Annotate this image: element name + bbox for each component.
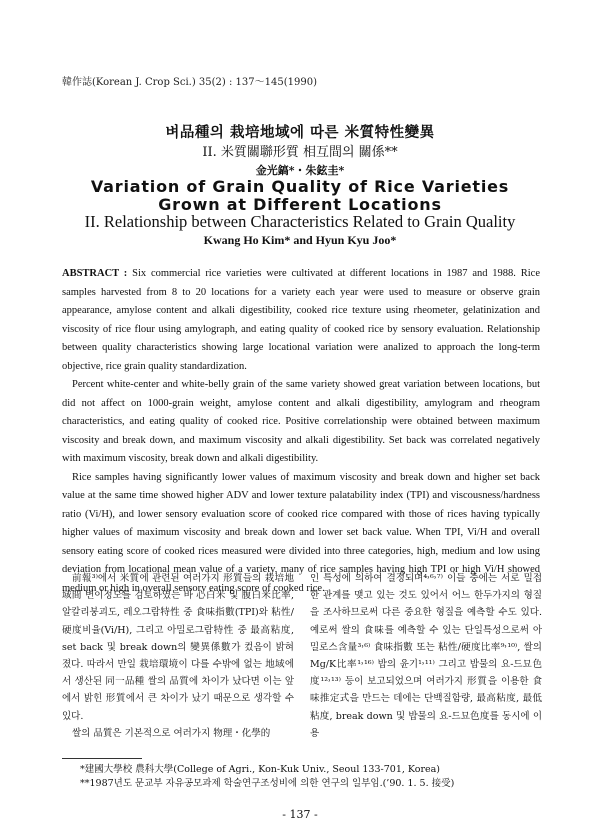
journal-header: 韓作誌(Korean J. Crop Sci.) 35(2) : 137～145(1990): [62, 77, 317, 88]
body-paragraph: 쌀의 品質은 기본적으로 여러가지 物理・化學的: [72, 727, 271, 739]
abstract-paragraph: Percent white-center and white-belly grain of the same variety showed great variation between locations, but did not affect on 1000-grain weight, amylose content and alkali digestibility, amylogram and rheogram characteristics, and eating quality of cooked rice. Positive correlationship were obtained between maximum viscosity and break down, and maximum viscosity and alkali digestibility. Set back was correlated negatively with maximum viscosity, break down and alkali digestibility.: [62, 379, 540, 464]
body-columns: [62, 570, 540, 756]
title-english: Variation of Grain Quality of Rice Varieties Grown at Different Locations: [90, 177, 510, 214]
footnote-funding: **1987년도 문교부 자유공모과제 학술연구조성비에 의한 연구의 일부임.(’90. 1. 5. 接受): [80, 777, 455, 789]
authors-korean: 金光鎬*・朱鉉圭*: [255, 164, 345, 177]
body-paragraph: 인 특성에 의하여 결정되며⁴˒⁶˒⁷⁾ 이들 중에는 서로 밀접한 관계를 맺고 있는 것도 있어서 어느 한두가지의 형질을 조사하므로써 다른 중요한 형질을 예측할 수도 있다. 예로써 쌀의 食味를 예측할 수 있는 단일특성으로써 아밀로스含量³˒⁶⁾ 食味指數 또는 粘性/硬度比率⁹˒¹⁰⁾, 쌀의 Mg/K比率¹˒¹⁶⁾ 밥의 윤기¹˒¹¹⁾ 그리고 밥물의 요-드묘色度¹²˒¹³⁾ 등이 보고되었으며 여러가지 形質을 이용한 食味推定式을 만드는 데에는 단백질함량, 最高粘度, 最低粘度, break down 및 밥물의 요-드묘色度를 동시에 이용: [310, 573, 542, 739]
body-right-column: [310, 570, 542, 742]
footnotes: [80, 763, 540, 790]
abstract-paragraph: [62, 265, 540, 376]
footnote-affiliation: *建國大學校 農科大學(College of Agri., Kon-Kuk Univ., Seoul 133-701, Korea): [80, 764, 440, 775]
body-left-column: [62, 570, 294, 742]
abstract-text-1: Six commercial rice varieties were cultivated at different locations in 1987 and 1988. Rice samples harvested from 8 to 20 locations for a variety each year were used to measure or observe grain appearance, amylose content and alkali digestibility, cooked rice texture using rheometer, gelatinization and viscosity of rice flour using amylograph, and eating quality of cooked rice by sensory evaluation. Relationship between quality characteristics showing large locational variation were analized to approach the long-term objective, rice grain quality standardization.: [62, 268, 540, 372]
title-korean: 벼品種의 栽培地域에 따른 米質特性變異: [165, 124, 435, 141]
subtitle-english: II. Relationship between Characteristics Related to Grain Quality: [84, 212, 516, 231]
abstract-label: ABSTRACT :: [62, 268, 128, 279]
body-paragraph: 前報³⁾에서 米質에 관련된 여러가지 形質들의 栽培地域間 변이정도를 검토하였는 바 心白米 및 腹白米比率, 알칼리붕괴도, 레오그람特性 중 食味指數(TPI)와 粘性/硬度비율(Vi/H), 그리고 아밀로그람特性 중 最高粘度, set back 및 break down의 變異係數가 컸음이 밝혀졌다. 따라서 만일 栽培環境이 다를 수밖에 없는 地域에서 생산된 同一品種 쌀의 品質에 차이가 났다면 이는 앞에서 밝힌 形質에서 큰 차이가 났기 때문으로 생각할 수 있다.: [62, 573, 294, 722]
abstract: [62, 265, 540, 598]
footnote-divider: [62, 758, 142, 759]
page-number: - 137 -: [282, 808, 318, 821]
subtitle-korean: II. 米質關聯形質 相互間의 關係**: [202, 145, 398, 160]
abstract-paragraph: Rice samples having significantly lower values of maximum viscosity and break down and higher set back value at the same time showed higher ADV and lower texture palatability index (TPI) and viscousness/hardness ratio (Vi/H), and lower sensory evaluation score of cooked rice compared with those of rices having typically higher values of maximum viscosity and break down and lower set back value. When TPI, Vi/H and overall sensory eating score of cooked rices measured were divided into three categories, high, medium and low using deviation from locational mean value of a variety, many of rice samples having high TPI or high Vi/H showed medium or high in overall sensory eating score of cooked rice.: [62, 471, 540, 594]
authors-english: Kwang Ho Kim* and Hyun Kyu Joo*: [203, 233, 397, 247]
